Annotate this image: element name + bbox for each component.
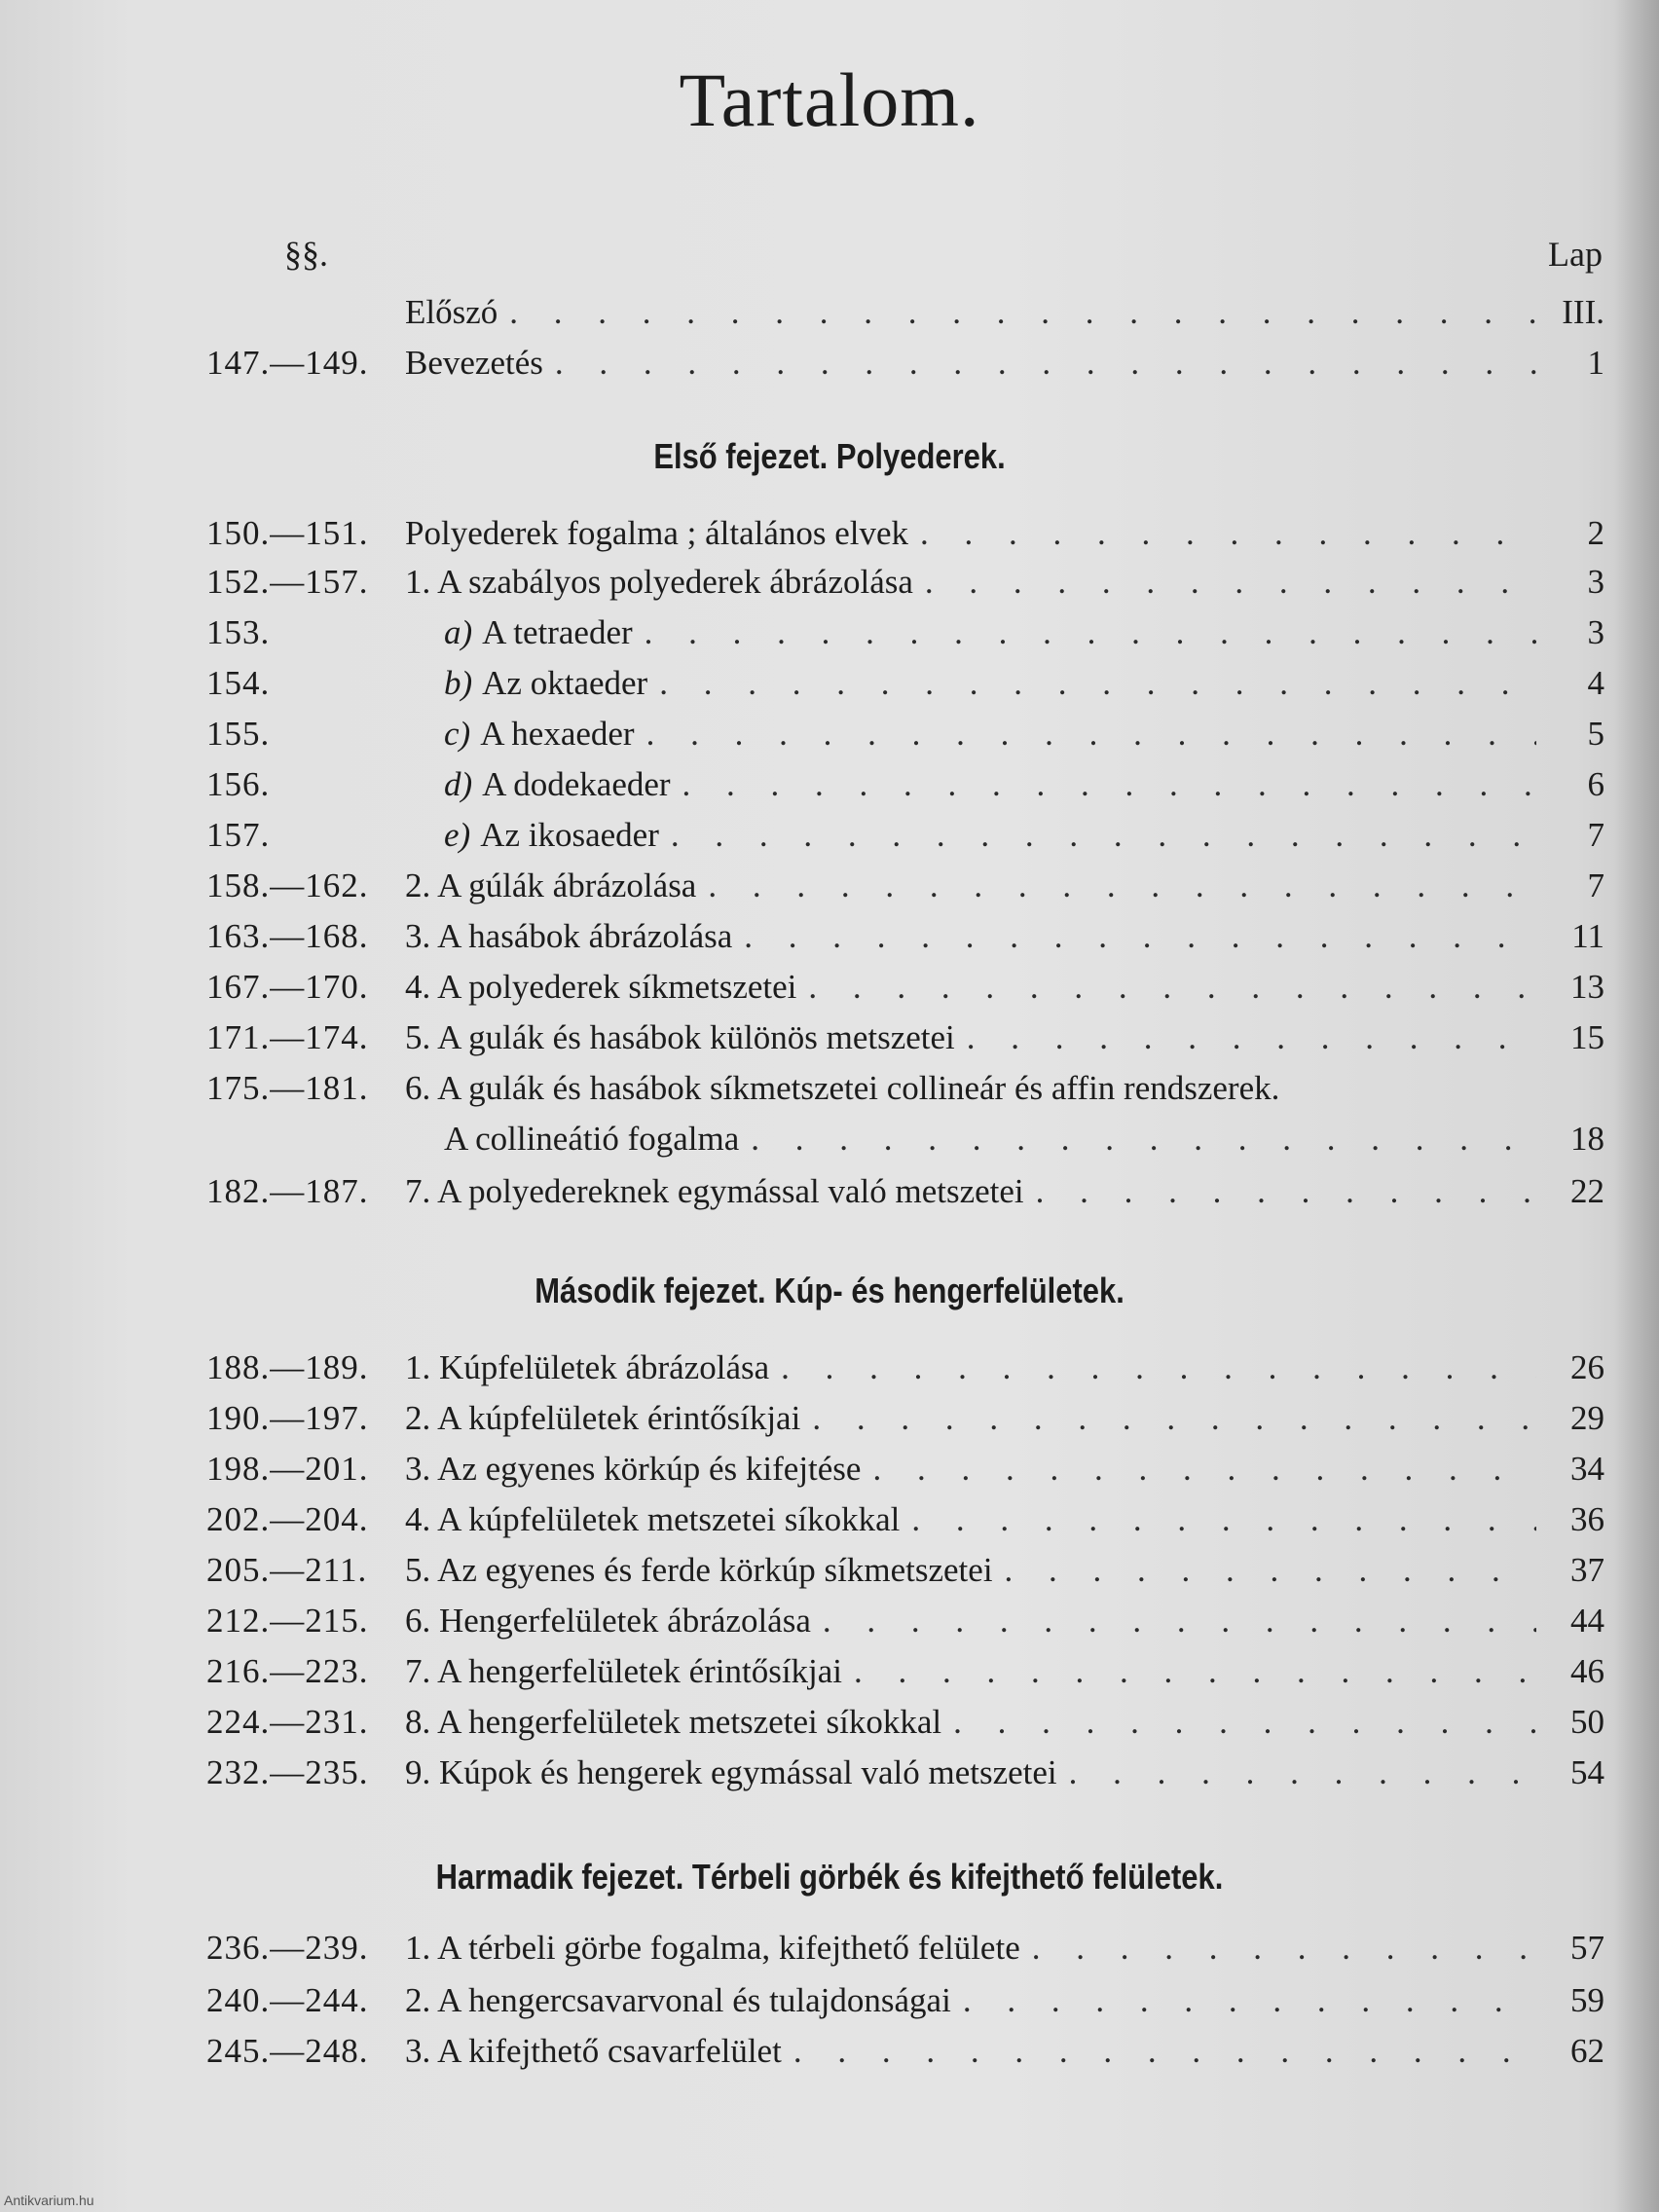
toc-sections: 182.—187. <box>206 1172 369 1210</box>
toc-leader <box>1005 1546 1536 1595</box>
toc-entry <box>0 710 1659 758</box>
toc-page: 11 <box>1571 917 1604 955</box>
toc-entry <box>0 1495 1659 1544</box>
toc-title: Az ikosaeder <box>480 816 659 854</box>
toc-title: 2. A kúpfelületek érintősíkjai <box>405 1399 801 1437</box>
toc-title: Polyederek fogalma ; általános elvek <box>405 514 909 552</box>
toc-item-label: c) <box>444 715 471 753</box>
toc-leader <box>509 288 1536 337</box>
toc-title: 8. A hengerfelületek metszetei síkokkal <box>405 1703 942 1741</box>
toc-sections: 232.—235. <box>206 1753 369 1791</box>
toc-page: 46 <box>1570 1652 1604 1690</box>
toc-leader <box>963 1976 1536 2025</box>
page-title: Tartalom. <box>679 57 980 142</box>
toc-sections: 202.—204. <box>206 1500 369 1538</box>
toc-item-label: a) <box>444 613 473 651</box>
toc-leader <box>872 1445 1536 1493</box>
toc-page: 57 <box>1570 1929 1604 1967</box>
toc-title: 6. A gulák és hasábok síkmetszetei collineár és affin rendszerek. <box>405 1069 1280 1107</box>
toc-page: 13 <box>1570 968 1604 1006</box>
toc-sections: 163.—168. <box>206 917 369 955</box>
toc-page: 5 <box>1587 715 1604 753</box>
toc-leader <box>744 912 1536 961</box>
toc-leader <box>555 339 1536 387</box>
toc-page: 7 <box>1587 816 1604 854</box>
toc-title: 5. Az egyenes és ferde körkúp síkmetszetei <box>405 1551 993 1589</box>
toc-entry <box>0 1698 1659 1747</box>
toc-page: 50 <box>1570 1703 1604 1741</box>
toc-sections: 158.—162. <box>206 866 369 904</box>
toc-title-line <box>405 509 1536 558</box>
toc-leader <box>823 1597 1536 1645</box>
toc-sections: 198.—201. <box>206 1450 369 1488</box>
toc-entry <box>0 509 1659 558</box>
toc-entry <box>0 1445 1659 1493</box>
toc-title-line <box>405 1445 1536 1493</box>
toc-entry <box>0 862 1659 910</box>
toc-title: 4. A polyederek síkmetszetei <box>405 968 797 1006</box>
toc-leader <box>812 1394 1536 1443</box>
toc-leader <box>1069 1749 1536 1797</box>
toc-title: Előszó <box>405 293 498 331</box>
toc-leader <box>659 659 1536 708</box>
toc-title: 2. A gúlák ábrázolása <box>405 866 697 904</box>
toc-sections: 175.—181. <box>206 1069 369 1107</box>
toc-entry <box>0 811 1659 860</box>
toc-title-line <box>405 1597 1536 1645</box>
toc-sections: 171.—174. <box>206 1018 369 1056</box>
toc-leader <box>708 862 1536 910</box>
toc-page: 34 <box>1570 1450 1604 1488</box>
toc-title: 7. A polyedereknek egymással való metszetei <box>405 1172 1024 1210</box>
toc-leader <box>911 1495 1536 1544</box>
chapter-heading: Második fejezet. Kúp- és hengerfelületek. <box>535 1271 1124 1310</box>
toc-title-line <box>405 1749 1536 1797</box>
toc-title-line <box>405 558 1536 607</box>
toc-page: 3 <box>1587 563 1604 601</box>
toc-sections: 167.—170. <box>206 968 369 1006</box>
toc-sections: 147.—149. <box>206 344 369 382</box>
toc-title-line <box>444 811 1536 860</box>
toc-entry <box>0 1344 1659 1392</box>
toc-title: 3. Az egyenes körkúp és kifejtése <box>405 1450 862 1488</box>
toc-page: 37 <box>1570 1551 1604 1589</box>
toc-leader <box>1032 1924 1536 1972</box>
toc-page: 29 <box>1570 1399 1604 1437</box>
toc-title-line <box>405 1495 1536 1544</box>
toc-entry <box>0 1924 1659 1972</box>
toc-entry <box>0 339 1659 387</box>
toc-title-line <box>405 2027 1536 2076</box>
toc-entry <box>0 1976 1659 2025</box>
toc-entry <box>0 558 1659 607</box>
toc-page: 26 <box>1570 1348 1604 1386</box>
toc-title-line <box>405 862 1536 910</box>
toc-title: 6. Hengerfelületek ábrázolása <box>405 1602 811 1640</box>
toc-sections: 212.—215. <box>206 1602 369 1640</box>
toc-title-line <box>405 963 1536 1012</box>
toc-leader <box>645 608 1536 657</box>
toc-item-label: d) <box>444 765 473 803</box>
toc-sections: 157. <box>206 816 271 854</box>
toc-leader <box>1036 1167 1536 1216</box>
toc-page: 7 <box>1587 866 1604 904</box>
toc-leader <box>682 760 1536 809</box>
toc-sections: 155. <box>206 715 271 753</box>
toc-title-line <box>444 659 1536 708</box>
toc-page: 18 <box>1570 1120 1604 1158</box>
toc-entry <box>0 1749 1659 1797</box>
toc-sections: 236.—239. <box>206 1929 369 1967</box>
toc-title-line <box>405 1064 1536 1113</box>
toc-title: A collineátió fogalma <box>444 1120 740 1158</box>
toc-sections: 190.—197. <box>206 1399 369 1437</box>
toc-title-line <box>405 912 1536 961</box>
toc-entry <box>0 1115 1659 1163</box>
toc-title: A hexaeder <box>480 715 635 753</box>
toc-sections: 153. <box>206 613 271 651</box>
toc-title-line <box>405 288 1536 337</box>
toc-entry <box>0 1597 1659 1645</box>
toc-title: 3. A kifejthető csavarfelület <box>405 2032 782 2070</box>
sections-column-header: §§. <box>284 235 328 274</box>
toc-title-line <box>405 1647 1536 1696</box>
toc-title: 2. A hengercsavarvonal és tulajdonságai <box>405 1981 951 2019</box>
chapter-heading: Harmadik fejezet. Térbeli görbék és kifejthető felületek. <box>435 1857 1224 1897</box>
toc-page: 22 <box>1570 1172 1604 1210</box>
toc-title: A tetraeder <box>482 613 633 651</box>
toc-sections: 205.—211. <box>206 1551 368 1589</box>
toc-entry <box>0 1014 1659 1062</box>
toc-leader <box>781 1344 1536 1392</box>
toc-page: 15 <box>1570 1018 1604 1056</box>
toc-page: 6 <box>1587 765 1604 803</box>
toc-title-line <box>444 1115 1536 1163</box>
toc-title-line <box>405 1394 1536 1443</box>
toc-page: 2 <box>1587 514 1604 552</box>
toc-entry <box>0 608 1659 657</box>
toc-entry <box>0 2027 1659 2076</box>
toc-entry <box>0 1546 1659 1595</box>
toc-title-line <box>405 1698 1536 1747</box>
toc-title: A dodekaeder <box>482 765 671 803</box>
toc-page: 62 <box>1570 2032 1604 2070</box>
toc-entry <box>0 288 1659 337</box>
toc-page: III. <box>1562 293 1604 331</box>
toc-leader <box>854 1647 1536 1696</box>
chapter-heading: Első fejezet. Polyederek. <box>653 436 1006 476</box>
toc-leader <box>925 558 1536 607</box>
toc-title-line <box>405 1167 1536 1216</box>
toc-title: 5. A gulák és hasábok különös metszetei <box>405 1018 955 1056</box>
toc-title: 1. A térbeli görbe fogalma, kifejthető felülete <box>405 1929 1020 1967</box>
toc-leader <box>920 509 1536 558</box>
toc-title-line <box>444 608 1536 657</box>
toc-title: 1. A szabályos polyederek ábrázolása <box>405 563 913 601</box>
toc-sections: 152.—157. <box>206 563 369 601</box>
toc-leader <box>953 1698 1536 1747</box>
toc-title-line <box>405 1344 1536 1392</box>
toc-page: 54 <box>1570 1753 1604 1791</box>
toc-sections: 188.—189. <box>206 1348 369 1386</box>
toc-sections: 156. <box>206 765 271 803</box>
toc-entry <box>0 760 1659 809</box>
toc-page: 3 <box>1587 613 1604 651</box>
toc-sections: 154. <box>206 664 271 702</box>
toc-entry <box>0 1647 1659 1696</box>
toc-title: 9. Kúpok és hengerek egymással való metszetei <box>405 1753 1057 1791</box>
toc-leader <box>967 1014 1536 1062</box>
toc-page: 59 <box>1570 1981 1604 2019</box>
toc-sections: 245.—248. <box>206 2032 369 2070</box>
toc-sections: 216.—223. <box>206 1652 369 1690</box>
toc-leader <box>671 811 1536 860</box>
toc-title: 7. A hengerfelületek érintősíkjai <box>405 1652 843 1690</box>
toc-page: 36 <box>1570 1500 1604 1538</box>
toc-leader <box>808 963 1536 1012</box>
toc-leader <box>751 1115 1536 1163</box>
toc-title: 1. Kúpfelületek ábrázolása <box>405 1348 770 1386</box>
toc-title-line <box>405 1014 1536 1062</box>
toc-page: 44 <box>1570 1602 1604 1640</box>
toc-leader <box>646 710 1536 758</box>
toc-title: 4. A kúpfelületek metszetei síkokkal <box>405 1500 901 1538</box>
toc-sections: 150.—151. <box>206 514 369 552</box>
toc-title-line <box>405 1976 1536 2025</box>
toc-entry <box>0 963 1659 1012</box>
toc-entry <box>0 1064 1659 1113</box>
toc-title-line <box>405 339 1536 387</box>
toc-item-label: e) <box>444 816 471 854</box>
toc-title-line <box>405 1546 1536 1595</box>
toc-entry <box>0 912 1659 961</box>
toc-title-line <box>444 710 1536 758</box>
toc-page: 4 <box>1587 664 1604 702</box>
toc-page: 1 <box>1587 344 1604 382</box>
toc-title: 3. A hasábok ábrázolása <box>405 917 733 955</box>
toc-entry <box>0 1167 1659 1216</box>
toc-title: Az oktaeder <box>482 664 648 702</box>
toc-title-line <box>405 1924 1536 1972</box>
toc-sections: 240.—244. <box>206 1981 369 2019</box>
page-column-header: Lap <box>1548 235 1603 274</box>
toc-title: Bevezetés <box>405 344 543 382</box>
toc-entry <box>0 659 1659 708</box>
toc-title-line <box>444 760 1536 809</box>
toc-entry <box>0 1394 1659 1443</box>
toc-leader <box>793 2027 1536 2076</box>
watermark: Antikvarium.hu <box>4 2193 94 2208</box>
toc-sections: 224.—231. <box>206 1703 369 1741</box>
toc-item-label: b) <box>444 664 473 702</box>
